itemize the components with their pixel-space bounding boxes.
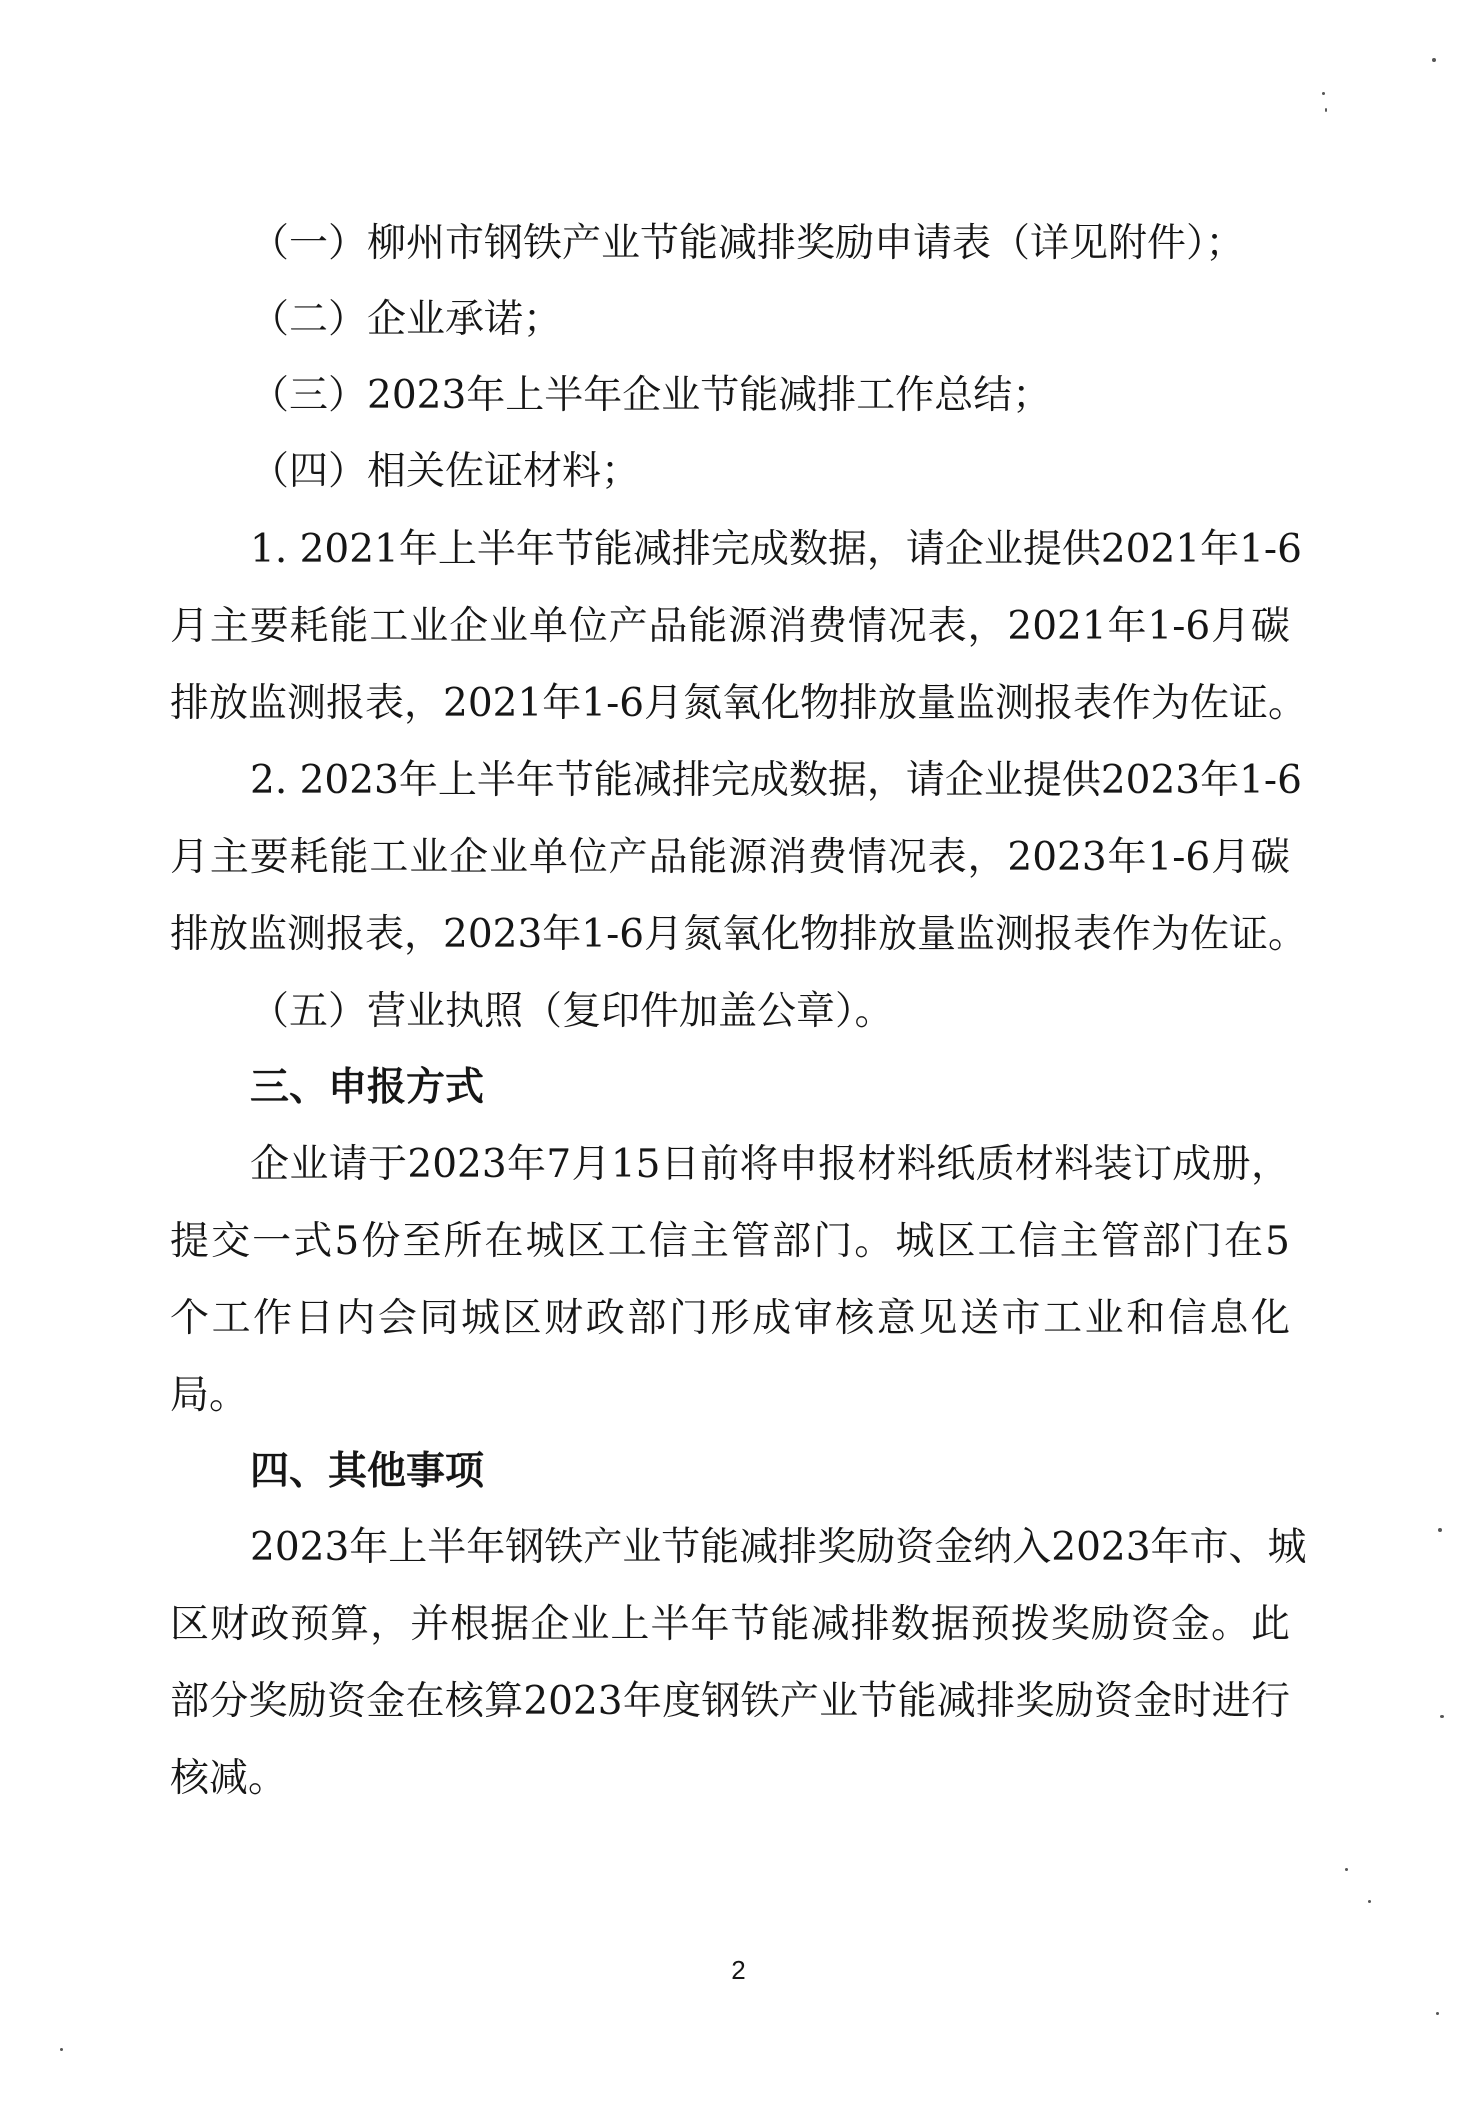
scan-speck (1432, 58, 1436, 62)
list-item-5: （五）营业执照（复印件加盖公章）。 (250, 989, 894, 1034)
scan-speck (1438, 1528, 1442, 1532)
point1-line-2: 月主要耗能工业企业单位产品能源消费情况表，2021年1-6月碳 (170, 604, 1290, 649)
section-heading-4: 四、其他事项 (250, 1449, 485, 1494)
scan-speck (1368, 1900, 1371, 1903)
scan-speck (1440, 1715, 1444, 1718)
point1-line-1: 1. 2021年上半年节能减排完成数据，请企业提供2021年1-6 (250, 527, 1302, 572)
page-number: 2 (731, 1955, 746, 1985)
list-item-4: （四）相关佐证材料； (250, 449, 641, 494)
point2-line-3: 排放监测报表，2023年1-6月氮氧化物排放量监测报表作为佐证。 (170, 912, 1308, 957)
point2-line-2: 月主要耗能工业企业单位产品能源消费情况表，2023年1-6月碳 (170, 835, 1290, 880)
section4-line-2: 区财政预算，并根据企业上半年节能减排数据预拨奖励资金。此 (170, 1602, 1290, 1647)
point1-line-3: 排放监测报表，2021年1-6月氮氧化物排放量监测报表作为佐证。 (170, 681, 1308, 726)
scan-speck (1436, 2012, 1439, 2015)
scan-speck (1325, 108, 1327, 112)
section3-line-1: 企业请于2023年7月15日前将申报材料纸质材料装订成册， (250, 1142, 1290, 1187)
scan-speck (60, 2048, 63, 2051)
point2-line-1: 2. 2023年上半年节能减排完成数据，请企业提供2023年1-6 (250, 758, 1302, 803)
list-item-2: （二）企业承诺； (250, 297, 563, 342)
section4-line-4: 核减。 (170, 1756, 288, 1801)
section3-line-2: 提交一式5份至所在城区工信主管部门。城区工信主管部门在5 (170, 1219, 1290, 1264)
scan-speck (1345, 1868, 1348, 1871)
section4-line-3: 部分奖励资金在核算2023年度钢铁产业节能减排奖励资金时进行 (170, 1679, 1290, 1724)
list-item-3: （三）2023年上半年企业节能减排工作总结； (250, 373, 1052, 418)
list-item-1: （一）柳州市钢铁产业节能减排奖励申请表（详见附件）； (250, 221, 1245, 266)
scan-speck (1322, 92, 1325, 95)
section3-line-3: 个工作日内会同城区财政部门形成审核意见送市工业和信息化 (170, 1296, 1290, 1341)
section-heading-3: 三、申报方式 (250, 1065, 485, 1110)
section3-line-4: 局。 (170, 1373, 249, 1418)
section4-line-1: 2023年上半年钢铁产业节能减排奖励资金纳入2023年市、城 (250, 1525, 1307, 1570)
